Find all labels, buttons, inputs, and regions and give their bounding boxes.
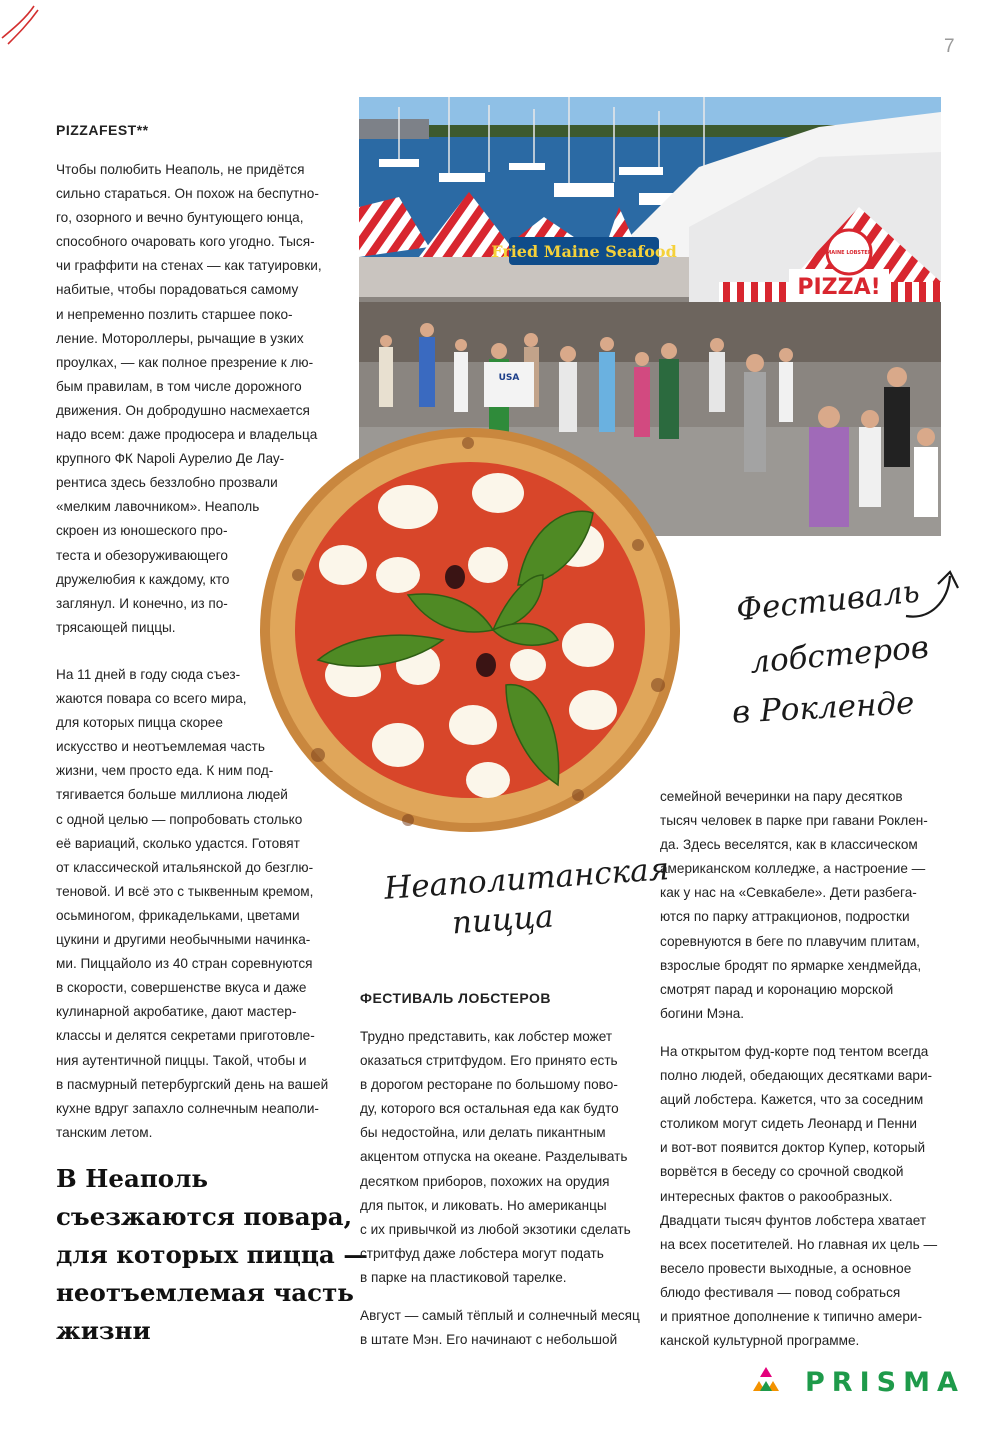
festival-caption-line-1: Фестиваль — [734, 573, 922, 629]
pull-quote: В Неаполь съезжаются повара, для которых пицца — неотъемлемая часть жизни — [56, 1164, 368, 1345]
lobster-festival-heading: ФЕСТИВАЛЬ ЛОБСТЕРОВ — [360, 990, 552, 1006]
pizzafest-paragraph-2: На 11 дней в году сюда съез- жаются повара со всего мира, для которых пицца скорее искусство и неотъемлемая часть жизни, чем просто еда. К ним под- тягивается больше миллиона людей с одной целью — попробовать столько её вариаций, сколько удастся. Готовят от классической итальянской до безглю- теновой. И всё это с тыквенным кремом, осьминогом, фрикадельками, цветами цукини и другими необычными начинка- ми. Пиццайоло из 40 стран соревнуются в скорости, совершенстве вкуса и даже кулинарной акробатике, дают мастер- классы и делятся секретами приготовле- ния аутентичной пиццы. Такой, чтобы и в пасмурный петербургский день на вашей кухне вдруг запахло солнечным неаполи- танским летом. — [56, 667, 329, 1140]
prisma-logo-text: PRISMA — [805, 1367, 965, 1398]
curved-arrow-icon — [900, 562, 970, 632]
lobster-paragraph-3: семейной вечеринки на пару десятков тысяч человек в парке при гавани Роклен- да. Здесь веселятся, как в классическом американском колледже, а настроение — как у нас на «Севкабеле». Дети разбега- ются по парку аттракционов, подростки соревнуются в беге по плавучим плитам, взрослые бродят по ярмарке хендмейда, смотрят парад и коронацию морской богини Мэна. — [660, 789, 928, 1021]
lobster-paragraph-2: Август — самый тёплый и солнечный месяц в штате Мэн. Его начинают с небольшой — [360, 1308, 640, 1348]
corner-scribble — [0, 0, 40, 50]
lobster-paragraph-4: На открытом фуд-корте под тентом всегда полно людей, обедающих десятками вари- аций лобстера. Кажется, что за соседним столиком могут сидеть Леонард и Пенни и вот-вот появится доктор Купер, который ворвётся в беседу со срочной сводкой интересных фактов о ракообразных. Двадцати тысяч фунтов лобстера хватает на всех посетителей. Но главная их цель — весело провести выходные, а основное блюдо фестиваля — повод собраться и приятное дополнение к типично амери- канской культурной программе. — [660, 1044, 938, 1349]
pizza-sign: PIZZA! — [797, 275, 881, 300]
pizza-caption-line-1: Неаполитанская — [383, 851, 671, 907]
pizza-caption-line-2: пицца — [450, 898, 555, 942]
festival-caption-line-3: в Рокленде — [731, 685, 916, 731]
festival-caption-line-2: лобстеров — [748, 629, 931, 681]
usa-shirt-text: USA — [498, 373, 520, 383]
neapolitan-pizza-image — [258, 425, 683, 835]
seafood-sign: Fried Maine Seafood — [491, 242, 677, 261]
pizzafest-heading: PIZZAFEST** — [56, 122, 149, 138]
pizzafest-paragraph-1: Чтобы полюбить Неаполь, не придётся сильно стараться. Он похож на беспутно- го, озорного и вечно бунтующего юнца, способного очаровать кого угодно. Тыся- чи граффити на стенах — как татуировки, набитые, чтобы порадоваться самому и непременно позлить старшее поко- ление. Мотороллеры, рычащие в узких проулках, — как полное презрение к лю- бым правилам, в том числе дорожного движения. Он добродушно насмехается надо всем: даже продюсера и владельца крупного ФК Napoli Аурелио Де Лау- рентиса здесь беззлобно прозвали «мелким лавочником». Неаполь скроен из юношеского про- теста и обезоруживающего дружелюбия к каждому, кто заглянул. И конечно, из по- трясающей пиццы. — [56, 162, 322, 635]
lobster-paragraph-1: Трудно представить, как лобстер может оказаться стритфудом. Его принято есть в дорогом ресторане по большому пово- ду, которого вся остальная еда как будто бы недостойна, или делать пикантным акцентом отпуска на океане. Разделывать десятком приборов, похожих на орудия для пыток, и ликовать. Но американцы с их привычкой из любой экзотики сделать стритфуд даже лобстера могут подать в парке на пластиковой тарелке. — [360, 1029, 631, 1285]
maine-lobster-banner: MAINE LOBSTER — [826, 250, 872, 256]
page-number: 7 — [944, 36, 955, 57]
